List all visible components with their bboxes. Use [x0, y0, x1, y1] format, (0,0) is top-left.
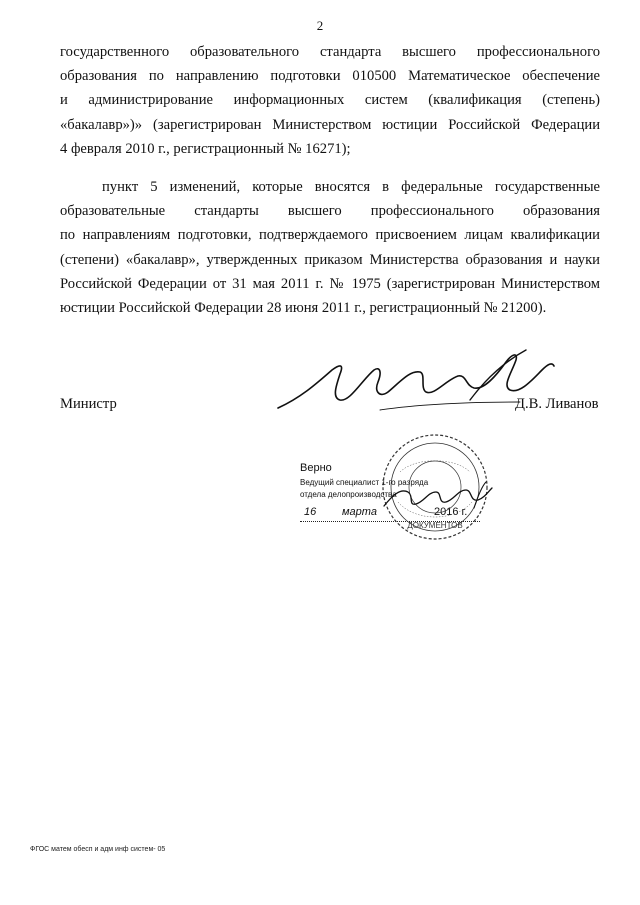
text-line: образовательные стандарты высшего профессионального образования: [60, 203, 600, 220]
paragraph-2: [60, 175, 600, 320]
certifier-signature: [378, 478, 498, 518]
date-day: 16: [304, 506, 317, 518]
text-line: (степени) «бакалавр», утвержденных приказом Министерства образования и науки: [60, 251, 600, 268]
text-line: государственного образовательного стандарта высшего профессионального: [60, 44, 600, 60]
date-month: марта: [342, 506, 377, 518]
certified-label: Верно: [300, 462, 332, 474]
document-footer: ФГОС матем обесп и адм инф систем- 05: [30, 846, 166, 853]
certifier-position: Ведущий специалист 1-го разряда: [300, 478, 429, 487]
minister-name: Д.В. Ливанов: [515, 396, 599, 412]
page-number: 2: [316, 18, 324, 33]
minister-title: Министр: [60, 396, 117, 412]
certifier-department: отдела делопроизводства: [300, 490, 397, 499]
text-line: пункт 5 изменений, которые вносятся в федеральные государственные: [102, 179, 600, 195]
stamp-text: ДОКУМЕНТОВ: [407, 521, 463, 530]
text-line: юстиции Российской Федерации 28 июня 2011 г., регистрационный № 21200).: [60, 300, 547, 317]
text-line: Российской Федерации от 31 мая 2011 г. № 1975 (зарегистрирован Министерством: [60, 275, 600, 292]
text-line: и администрирование информационных систем (квалификация (степень): [60, 92, 600, 109]
text-line: образования по направлению подготовки 010500 Математическое обеспечение: [60, 68, 600, 85]
text-line: 4 февраля 2010 г., регистрационный № 16271);: [60, 140, 351, 157]
date-year: 2016 г.: [434, 506, 468, 518]
paragraph-1: [60, 40, 600, 161]
text-line: «бакалавр»)» (зарегистрирован Министерством юстиции Российской Федерации: [60, 116, 600, 133]
text-line: по направлениям подготовки, подтверждаемого присвоением лицам квалификации: [60, 227, 600, 244]
